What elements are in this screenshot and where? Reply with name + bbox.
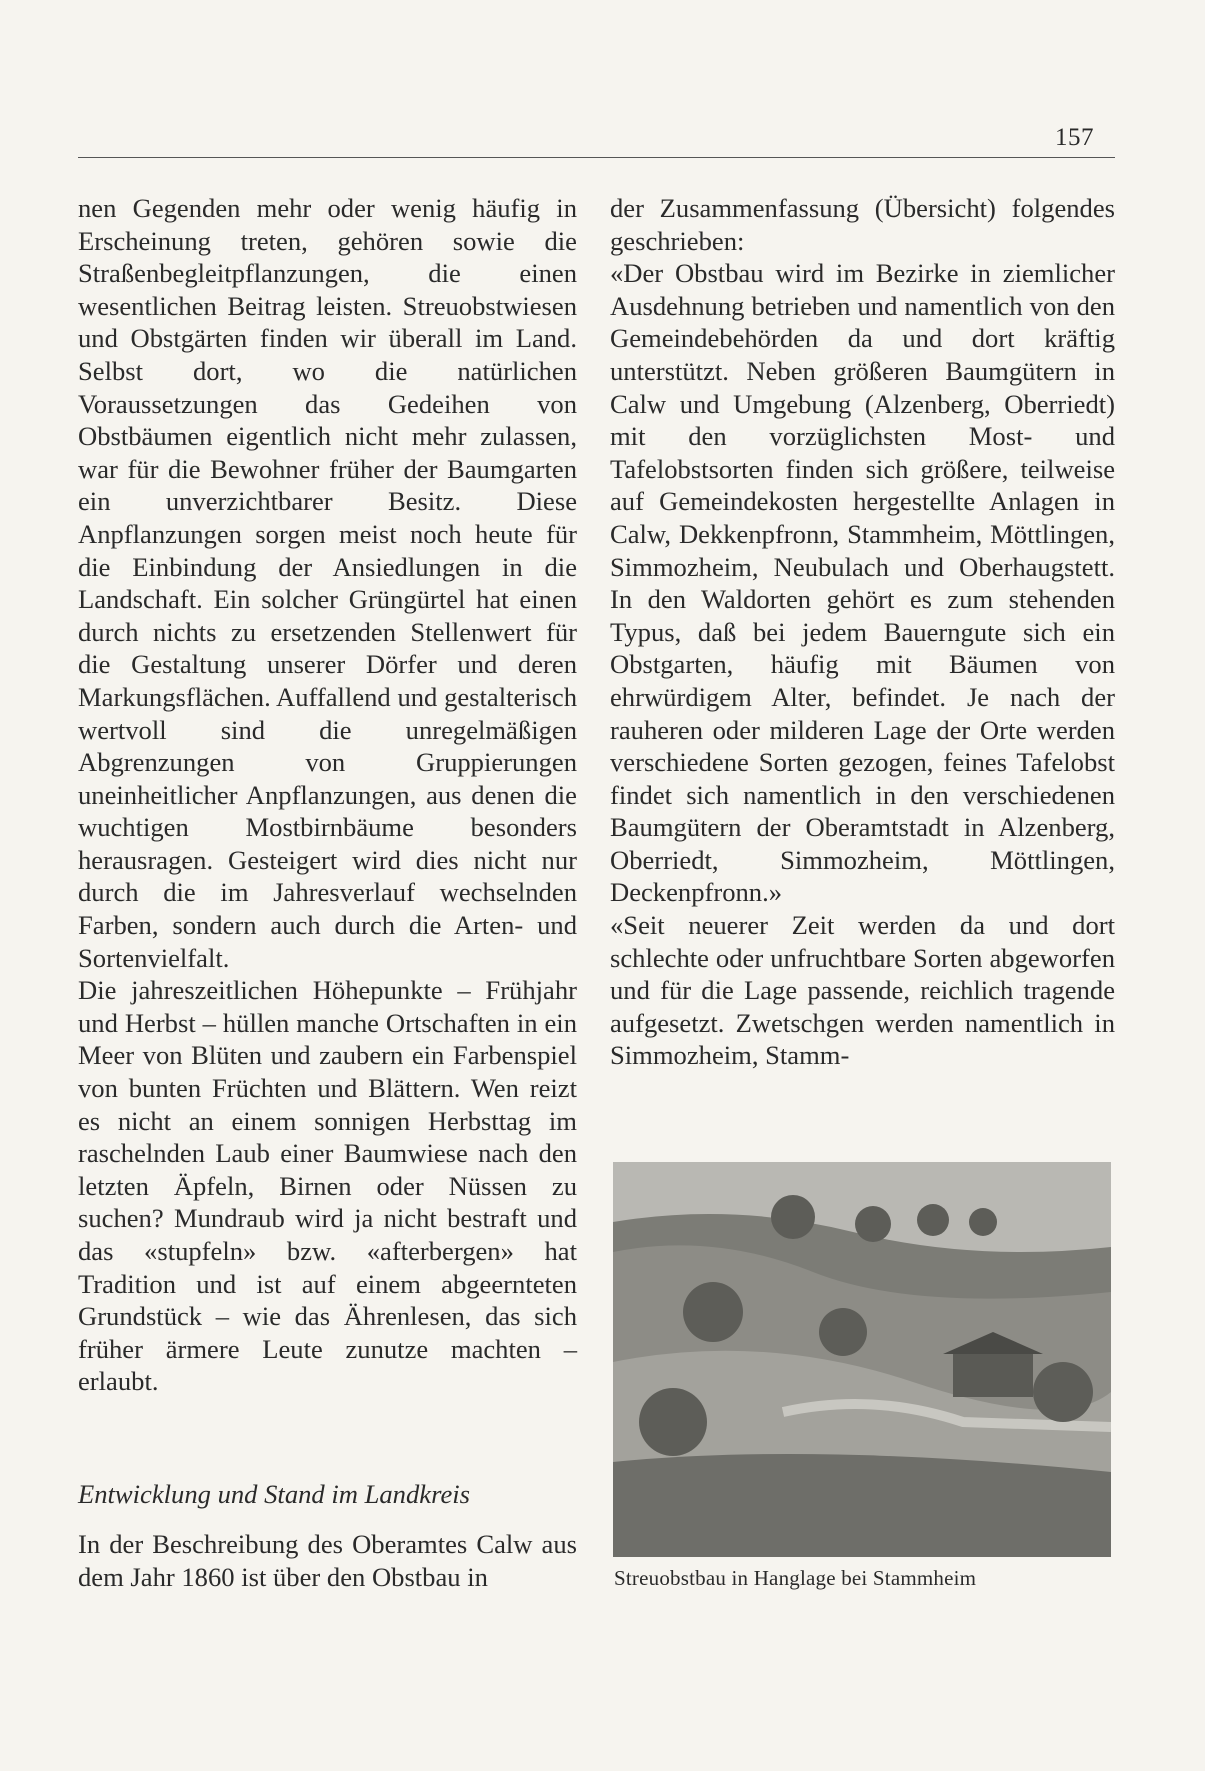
body-paragraph: In der Beschreibung des Oberamtes Calw aus dem Jahr 1860 ist über den Obstbau in [78,1529,577,1592]
quote-paragraph: «Seit neuerer Zeit werden da und dort schlechte oder unfruchtbare Sorten abgeworfen und für die Lage passende, reichlich tragende aufgesetzt. Zwetschgen werden namentlich in Simmozheim, Stamm- [610,910,1115,1071]
left-column-continued [78,1528,577,1593]
body-paragraph: nen Gegenden mehr oder wenig häufig in Erscheinung treten, gehören sowie die Straßenbegleitpflanzungen, die einen wesentlichen Beitrag leisten. Streuobstwiesen und Obstgärten finden wir überall im Land. Selbst dort, wo die natürlichen Voraussetzungen das Gedeihen von Obstbäumen eigentlich nicht mehr zulassen, war für die Bewohner früher der Baumgarten ein unverzichtbarer Besitz. Diese Anpflanzungen sorgen meist noch heute für die Einbindung der Ansiedlungen in die Landschaft. Ein solcher Grüngürtel hat einen durch nichts zu ersetzenden Stellenwert für die Gestaltung unserer Dörfer und deren Markungsflächen. Auffallend und gestalterisch wertvoll sind die unregelmäßigen Abgrenzungen von Gruppierungen uneinheitlicher Anpflanzungen, aus denen die wuchtigen Mostbirnbäume besonders herausragen. Gesteigert wird dies nicht nur durch die im Jahresverlauf wechselnden Farben, sondern auch durch die Arten- und Sortenvielfalt. [78,193,577,973]
page-number: 157 [1055,124,1094,151]
quote-paragraph: «Der Obstbau wird im Bezirke in ziemlicher Ausdehnung betrieben und namentlich von den Gemeindebehörden da und dort kräftig unterstützt. Neben größeren Baumgütern in Calw und Umgebung (Alzenberg, Oberriedt) mit den vorzüglichsten Most- und Tafelobstsorten finden sich größere, teilweise auf Gemeindekosten hergestellte Anlagen in Calw, Dekkenpfronn, Stammheim, Möttlingen, Simmozheim, Neubulach und Oberhaugstett. In den Waldorten gehört es zum stehenden Typus, daß bei jedem Bauerngute sich ein Obstgarten, häufig mit Bäumen von ehrwürdigem Alter, befindet. Je nach der rauheren oder milderen Lage der Orte werden verschiedene Sorten gezogen, feines Tafelobst findet sich namentlich in den verschiedenen Baumgütern der Oberamtstadt in Alzenberg, Oberriedt, Simmozheim, Möttlingen, Deckenpfronn.» [610,258,1115,908]
left-column [78,192,577,1398]
body-paragraph: der Zusammenfassung (Übersicht) folgendes geschrieben: [610,193,1115,256]
body-paragraph: Die jahreszeitlichen Höhepunkte – Frühjahr und Herbst – hüllen manche Ortschaften in ein Meer von Blüten und zaubern ein Farbenspiel von bunten Früchten und Blättern. Wen reizt es nicht an einem sonnigen Herbsttag im raschelnden Laub einer Baumwiese nach den letzten Äpfeln, Birnen oder Nüssen zu suchen? Mundraub wird ja nicht bestraft und das «stupfeln» bzw. «afterbergen» hat Tradition und ist auf einem abgeernteten Grundstück – wie das Ährenlesen, das sich früher ärmere Leute zunutze machten – erlaubt. [78,975,577,1397]
section-heading: Entwicklung und Stand im Landkreis [78,1479,470,1509]
figure-caption: Streuobstbau in Hanglage bei Stammheim [614,1566,977,1590]
header-rule [78,157,1115,158]
right-column [610,192,1115,1072]
orchard-photo [613,1162,1111,1557]
